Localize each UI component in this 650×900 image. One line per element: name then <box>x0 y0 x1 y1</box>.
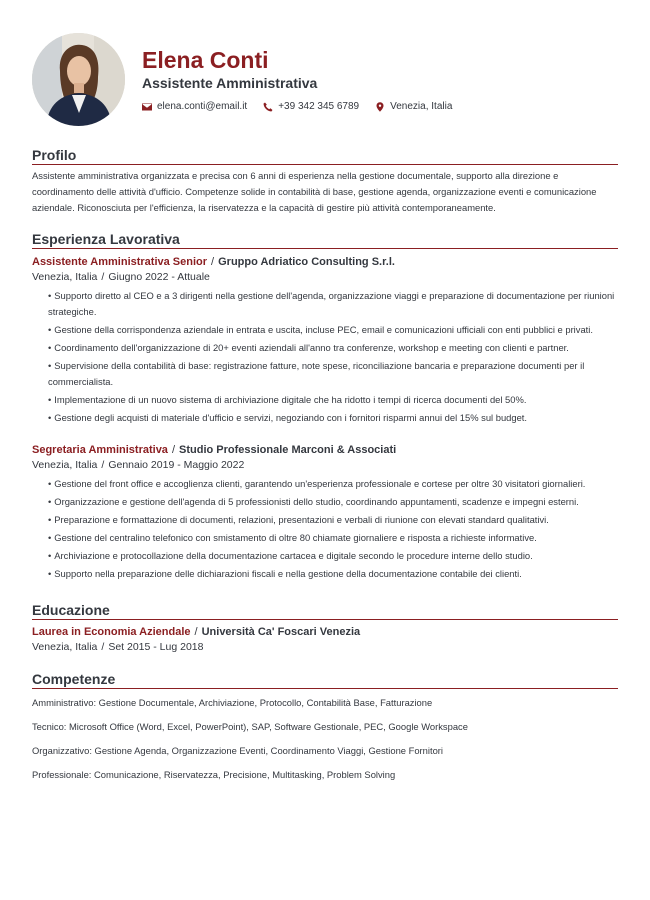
job-role: Segretaria Amministrativa <box>32 444 168 456</box>
job-meta <box>32 270 618 285</box>
bullet-text: Implementazione di un nuovo sistema di archiviazione digitale che ha ridotto i tempi di ricerca documenti del 50%. <box>54 394 527 405</box>
contact-row <box>142 101 468 112</box>
bullet-dot: • <box>48 532 52 543</box>
separator: / <box>101 459 105 471</box>
list-item <box>48 494 618 510</box>
bullet-text: Gestione degli acquisti di materiale d'ufficio e servizi, negoziando con i fornitori risparmi annui del 15% sul budget. <box>54 412 528 423</box>
phone-icon <box>263 102 273 112</box>
portrait-image <box>32 33 125 126</box>
list-item <box>48 548 618 564</box>
location-text: Venezia, Italia <box>390 101 453 112</box>
skill-line: Tecnico: Microsoft Office (Word, Excel, PowerPoint), SAP, Software Gestionale, PEC, Google Workspace <box>32 721 468 732</box>
job-meta <box>32 458 618 473</box>
bullet-text: Supervisione della contabilità di base: registrazione fatture, note spese, riconciliazione bancaria e preparazione documenti per il commercialista. <box>48 360 585 387</box>
job-dates: Giugno 2022 - Attuale <box>108 271 210 283</box>
section-heading-education: Educazione <box>32 602 618 620</box>
education-header <box>32 625 618 640</box>
list-item <box>48 288 618 320</box>
education-section <box>32 602 618 655</box>
skill-line: Professionale: Comunicazione, Riservatezza, Precisione, Multitasking, Problem Solving <box>32 769 396 780</box>
resume-header <box>32 0 618 138</box>
skill-line: Amministrativo: Gestione Documentale, Archiviazione, Protocollo, Contabilità Base, Fatturazione <box>32 697 433 708</box>
bullet-dot: • <box>48 514 52 525</box>
list-item <box>48 512 618 528</box>
contact-location <box>375 101 452 112</box>
list-item <box>48 392 618 408</box>
profile-summary: Assistente amministrativa organizzata e precisa con 6 anni di esperienza nella gestione documentale, supporto alla direzione e coordinamento delle attività d'ufficio. Competenze solide in contabilità di base, gestione agenda, organizzazione eventi e comunicazione aziendale. Riconosciuta per l'efficienza, la riservatezza e la capacità di gestire più attività contemporaneamente. <box>32 170 597 213</box>
bullet-dot: • <box>48 412 52 423</box>
bullet-dot: • <box>48 342 52 353</box>
contact-email[interactable] <box>142 101 247 112</box>
job-entry <box>32 255 618 426</box>
job-bullets <box>32 288 618 426</box>
education-entry <box>32 625 618 655</box>
map-pin-icon <box>375 102 385 112</box>
email-text: elena.conti@email.it <box>157 101 248 112</box>
header-text <box>142 46 468 112</box>
job-dates: Gennaio 2019 - Maggio 2022 <box>108 459 245 471</box>
school: Università Ca' Foscari Venezia <box>201 626 361 638</box>
bullet-text: Archiviazione e protocollazione della documentazione cartacea e digitale secondo le procedure interne dello studio. <box>54 550 533 561</box>
bullet-text: Organizzazione e gestione dell'agenda di 5 professionisti dello studio, coordinando appuntamenti, scadenze e impegni esterni. <box>54 496 579 507</box>
section-heading-skills: Competenze <box>32 671 618 689</box>
education-meta <box>32 640 618 655</box>
separator: / <box>194 626 198 638</box>
bullet-text: Gestione della corrispondenza aziendale in entrata e uscita, incluse PEC, email e comunicazioni ufficiali con enti pubblici e privati. <box>54 324 593 335</box>
bullet-text: Supporto diretto al CEO e a 3 dirigenti nella gestione dell'agenda, organizzazione viaggi e preparazione di documentazione per riunioni strategiche. <box>48 290 615 317</box>
list-item <box>48 530 618 546</box>
job-company: Gruppo Adriatico Consulting S.r.l. <box>218 256 395 268</box>
education-location: Venezia, Italia <box>32 641 98 653</box>
skills-section <box>32 671 618 782</box>
list-item <box>48 358 618 390</box>
skill-line: Organizzativo: Gestione Agenda, Organizzazione Eventi, Coordinamento Viaggi, Gestione Fornitori <box>32 745 443 756</box>
list-item <box>48 340 618 356</box>
job-entry <box>32 443 618 582</box>
separator: / <box>101 271 105 283</box>
bullet-dot: • <box>48 324 52 335</box>
bullet-dot: • <box>48 394 52 405</box>
bullet-dot: • <box>48 496 52 507</box>
envelope-icon <box>142 102 152 112</box>
contact-phone[interactable] <box>263 101 359 112</box>
list-item <box>48 476 618 492</box>
job-header <box>32 255 618 270</box>
list-item <box>48 410 618 426</box>
candidate-name: Elena Conti <box>142 47 269 73</box>
list-item <box>48 322 618 338</box>
bullet-text: Coordinamento dell'organizzazione di 20+ eventi aziendali all'anno tra conferenze, workshop e meeting con clienti e partner. <box>54 342 569 353</box>
profile-section <box>32 147 618 216</box>
bullet-dot: • <box>48 478 52 489</box>
job-header <box>32 443 618 458</box>
bullet-dot: • <box>48 550 52 561</box>
bullet-text: Gestione del front office e accoglienza clienti, garantendo un'esperienza professionale e cortese per oltre 30 visitatori giornalieri. <box>54 478 586 489</box>
bullet-dot: • <box>48 290 52 301</box>
candidate-title: Assistente Amministrativa <box>142 75 318 91</box>
degree: Laurea in Economia Aziendale <box>32 626 191 638</box>
separator: / <box>171 444 175 456</box>
profile-photo <box>32 33 125 126</box>
job-location: Venezia, Italia <box>32 271 98 283</box>
job-role: Assistente Amministrativa Senior <box>32 256 208 268</box>
separator: / <box>211 256 215 268</box>
separator: / <box>101 641 105 653</box>
bullet-text: Supporto nella preparazione delle dichiarazioni fiscali e nella gestione della documentazione contabile dei clienti. <box>54 568 522 579</box>
job-bullets <box>32 476 618 582</box>
bullet-text: Preparazione e formattazione di documenti, relazioni, presentazioni e verbali di riunione con elevati standard qualitativi. <box>54 514 549 525</box>
bullet-dot: • <box>48 360 52 371</box>
job-company: Studio Professionale Marconi & Associati <box>179 444 397 456</box>
job-location: Venezia, Italia <box>32 459 98 471</box>
list-item <box>48 566 618 582</box>
phone-text: +39 342 345 6789 <box>278 101 360 112</box>
experience-section <box>32 231 618 582</box>
section-heading-experience: Esperienza Lavorativa <box>32 231 618 249</box>
bullet-dot: • <box>48 568 52 579</box>
bullet-text: Gestione del centralino telefonico con smistamento di oltre 80 chiamate giornaliere e risposta a richieste informative. <box>54 532 537 543</box>
education-dates: Set 2015 - Lug 2018 <box>108 641 204 653</box>
section-heading-profile: Profilo <box>32 147 618 165</box>
